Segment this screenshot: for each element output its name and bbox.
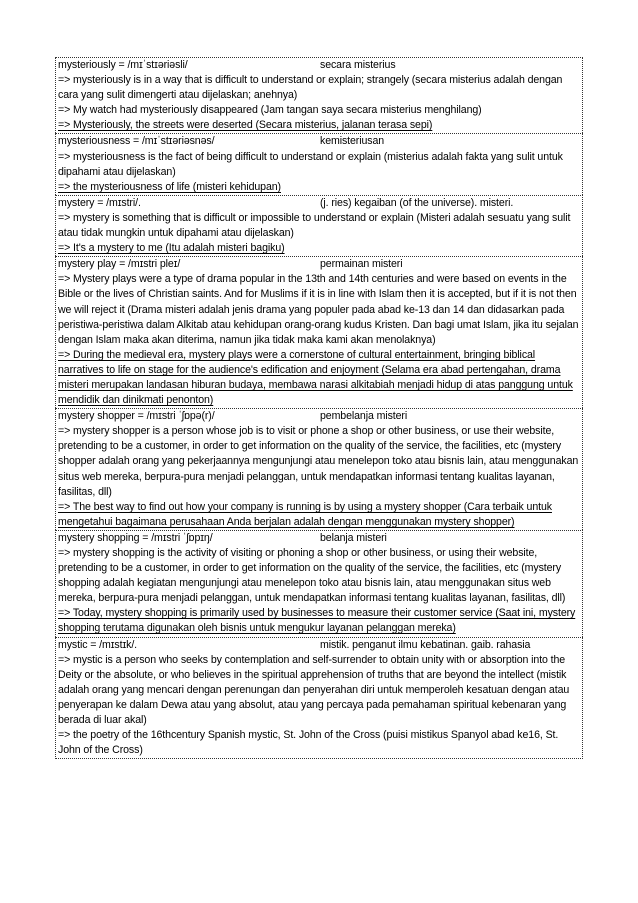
entry-term: mystery shopping = /mɪstri ˈʃɒpɪŋ/ — [58, 531, 213, 544]
entry-term: mysteriously = /mɪˈstɪəriəsli/ — [58, 59, 188, 71]
entry-line: => the mysteriousness of life (misteri kehidupan) — [58, 180, 281, 193]
entry-translation: secara misterius — [320, 59, 396, 71]
entry-line: => mystery shopper is a person whose job is to visit or phone a shop or other business, or use their website, pretending to be a customer, in order to get information on the quality of the service, the facilities, etc (mystery shopper adalah orang yang pekerjaannya mengunjungi atau menelepon toko atau bisnis lain, atau menggunakan situs web mereka, berpura-pura menjadi pelanggan, untuk mendapatkan informasi tentang kualitas layanan, fasilitas, dll) — [58, 425, 579, 498]
entry-header — [58, 409, 580, 424]
entry-translation: (j. ries) kegaiban (of the universe). misteri. — [320, 196, 514, 209]
entry-line: => My watch had mysteriously disappeared (Jam tangan saya secara misterius menghilang) — [58, 104, 482, 117]
entry-header — [58, 134, 580, 149]
entry-term: mystery play = /mɪstri pleɪ/ — [58, 258, 181, 271]
entry-line: => Mysteriously, the streets were deserted (Secara misterius, jalanan terasa sepi) — [58, 119, 433, 132]
entry-mystery-shopping — [55, 530, 583, 637]
entry-line: => mystery shopping is the activity of visiting or phoning a shop or other business, or using their website, pretending to be a customer, in order to get information on the quality of the service, the facilities, etc (mystery shopping adalah kegiatan mengunjungi atau menelepon toko atau bisnis lain, atau menggunakan situs web mereka, berpura-pura menjadi pelanggan, untuk mendapatkan informasi tentang kualitas layanan, fasilitas, dll) — [58, 547, 566, 605]
entry-header — [58, 257, 580, 272]
entry-line: => mysteriousness is the fact of being difficult to understand or explain (misterius adalah fakta yang sulit untuk dipahami atau dijelaskan) — [58, 150, 563, 178]
entry-term: mystic = /mɪstɪk/. — [58, 638, 138, 651]
entry-header — [58, 531, 580, 546]
entry-translation: mistik. penganut ilmu kebatinan. gaib. rahasia — [320, 638, 531, 651]
entry-mysteriousness — [55, 133, 583, 194]
entry-line: => Mystery plays were a type of drama popular in the 13th and 14th centuries and were based on events in the Bible or the lives of Christian saints. And for Muslims if it is in line with Islam then it is accepted, but if it is not then we will reject it (Drama misteri adalah jenis drama yang populer pada abad ke-13 dan 14 dan didasarkan pada peristiwa-peristiwa dalam Alkitab atau kehidupan orang-orang kudus Kristen. Dan bagi umat Islam, jika itu sejalan dengan Islam maka akan diterima, namun jika tidak maka kami akan menolaknya) — [58, 273, 579, 346]
entry-term: mysteriousness = /mɪˈstɪəriəsnəs/ — [58, 135, 215, 148]
dictionary-document — [55, 57, 583, 759]
entry-line: => mystic is a person who seeks by contemplation and self-surrender to obtain unity with or absorption into the Deity or the absolute, or who believes in the spiritual apprehension of truths that are beyond the intellect (mistik adalah orang yang mencari dengan perenungan dan penyerahan diri untuk memperoleh kesatuan dengan atau penyerapan ke dalam Dewa atau yang absolut, atau yang percaya pada pemahaman spiritual kebenaran yang berada di luar akal) — [58, 653, 570, 727]
entry-line: => mystery is something that is difficult or impossible to understand or explain (Misteri adalah sesuatu yang sulit atau tidak mungkin untuk dipahami atau dijelaskan) — [58, 211, 571, 240]
entry-mystery — [55, 195, 583, 256]
entry-mystic — [55, 637, 583, 760]
entry-header — [58, 196, 580, 211]
entry-translation: kemisteriusan — [320, 135, 385, 148]
entry-line: => It's a mystery to me (Itu adalah misteri bagiku) — [58, 242, 285, 255]
entry-line: => The best way to find out how your company is running is by using a mystery shopper (Cara terbaik untuk mengetahui bagaimana perusahaan Anda berjalan adalah dengan menggunakan mystery shopper) — [58, 500, 552, 528]
entry-mystery-play — [55, 256, 583, 408]
entry-line: => Today, mystery shopping is primarily used by businesses to measure their customer service (Saat ini, mystery shopping terutama digunakan oleh bisnis untuk mengukur layanan pelanggan mereka) — [58, 607, 576, 635]
entry-line: => mysteriously is in a way that is difficult to understand or explain; strangely (secara misterius adalah dengan cara yang sulit dimengerti atau dijelaskan; anehnya) — [58, 74, 563, 102]
entry-translation: belanja misteri — [320, 531, 387, 544]
entry-line: => the poetry of the 16thcentury Spanish mystic, St. John of the Cross (puisi mistikus Spanyol abad ke16, St. John of the Cross) — [58, 729, 559, 757]
entry-mysteriously — [55, 57, 583, 133]
entry-line: => During the medieval era, mystery plays were a cornerstone of cultural entertainment, bringing biblical narratives to life on stage for the audience's edification and enjoyment (Selama era abad pertengahan, drama misteri merupakan landasan hiburan budaya, membawa narasi alkitabiah menjadi hidup di atas panggung untuk mendidik dan dinikmati penonton) — [58, 348, 573, 407]
entry-term: mystery shopper = /mɪstri ˈʃɒpə(r)/ — [58, 410, 215, 423]
entry-term: mystery = /mɪstri/. — [58, 196, 141, 209]
entry-translation: pembelanja misteri — [320, 410, 408, 423]
entry-header — [58, 638, 580, 653]
entry-mystery-shopper — [55, 408, 583, 530]
entry-header — [58, 58, 580, 73]
entry-translation: permainan misteri — [320, 258, 403, 271]
